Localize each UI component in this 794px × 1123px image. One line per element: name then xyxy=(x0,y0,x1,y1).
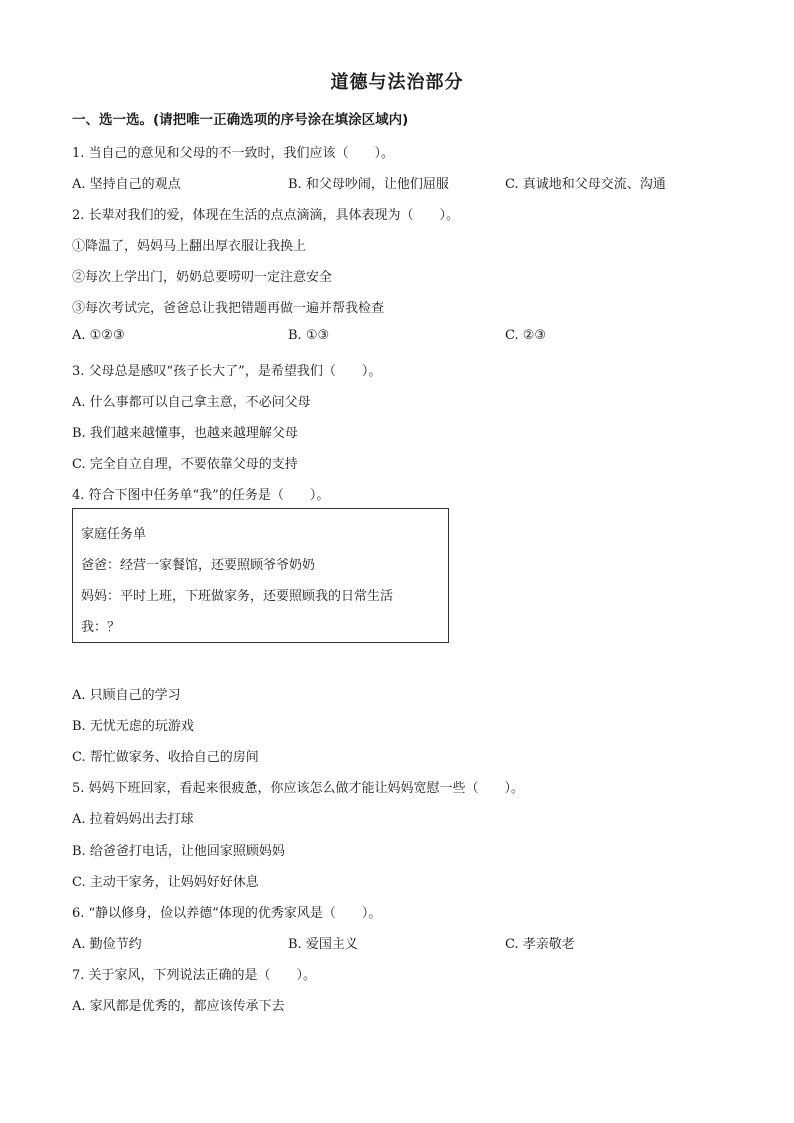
question-6-option-b: B. 爱国主义 xyxy=(288,937,358,952)
question-6-option-a: A. 勤俭节约 xyxy=(72,937,142,952)
question-1-option-a: A. 坚持自己的观点 xyxy=(72,177,181,192)
task-list-me: 我：？ xyxy=(81,620,121,635)
question-2-statement-2: ②每次上学出门，奶奶总要唠叨一定注意安全 xyxy=(72,270,333,285)
question-4-option-c: C. 帮忙做家务、收拾自己的房间 xyxy=(72,750,259,765)
question-5-option-b: B. 给爸爸打电话，让他回家照顾妈妈 xyxy=(72,844,285,859)
question-1-stem: 1. 当自己的意见和父母的不一致时，我们应该（ ）。 xyxy=(72,146,395,161)
task-list-box xyxy=(72,508,449,643)
question-2-option-a: A. ①②③ xyxy=(72,328,125,343)
question-2-statement-3: ③每次考试完，爸爸总让我把错题再做一遍并帮我检查 xyxy=(72,301,385,316)
task-list-dad: 爸爸：经营一家餐馆，还要照顾爷爷奶奶 xyxy=(81,558,316,573)
question-5-option-a: A. 拉着妈妈出去打球 xyxy=(72,812,194,827)
question-1-option-b: B. 和父母吵闹，让他们屈服 xyxy=(288,177,449,192)
question-3-option-b: B. 我们越来越懂事，也越来越理解父母 xyxy=(72,426,298,441)
section-heading: 一、选一选。(请把唯一正确选项的序号涂在填涂区域内) xyxy=(72,112,409,128)
question-5-option-c: C. 主动干家务，让妈妈好好休息 xyxy=(72,875,259,890)
question-2-option-b: B. ①③ xyxy=(288,328,330,343)
question-2-statement-1: ①降温了，妈妈马上翻出厚衣服让我换上 xyxy=(72,239,307,254)
question-5-stem: 5. 妈妈下班回家，看起来很疲惫，你应该怎么做才能让妈妈宽慰一些（ ）。 xyxy=(72,781,525,796)
question-1-option-c: C. 真诚地和父母交流、沟通 xyxy=(505,177,666,192)
question-3-option-c: C. 完全自立自理，不要依靠父母的支持 xyxy=(72,457,298,472)
page-title: 道德与法治部分 xyxy=(330,72,464,93)
question-3-stem: 3. 父母总是感叹“孩子长大了”，是希望我们（ ）。 xyxy=(72,364,382,379)
question-7-stem: 7. 关于家风，下列说法正确的是（ ）。 xyxy=(72,968,317,983)
question-4-option-a: A. 只顾自己的学习 xyxy=(72,688,181,703)
question-4-stem: 4. 符合下图中任务单“我”的任务是（ ）。 xyxy=(72,488,330,503)
question-6-option-c: C. 孝亲敬老 xyxy=(505,937,575,952)
question-4-option-b: B. 无忧无虑的玩游戏 xyxy=(72,719,194,734)
task-list-mom: 妈妈：平时上班，下班做家务，还要照顾我的日常生活 xyxy=(81,589,394,604)
question-3-option-a: A. 什么事都可以自己拿主意，不必问父母 xyxy=(72,395,311,410)
question-7-option-a: A. 家风都是优秀的，都应该传承下去 xyxy=(72,999,285,1014)
task-list-heading: 家庭任务单 xyxy=(81,527,147,542)
question-2-stem: 2. 长辈对我们的爱，体现在生活的点点滴滴，具体表现为（ ）。 xyxy=(72,208,460,223)
question-2-option-c: C. ②③ xyxy=(505,328,547,343)
question-6-stem: 6. “静以修身，俭以养德”体现的优秀家风是（ ）。 xyxy=(72,906,382,921)
